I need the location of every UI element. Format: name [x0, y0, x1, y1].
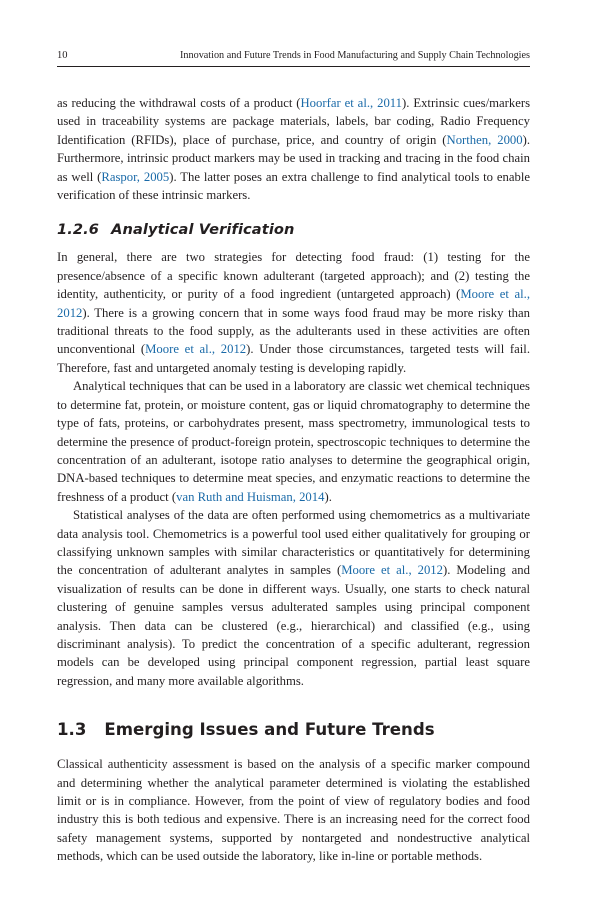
citation-link[interactable]: Moore et al., 2012 [341, 563, 443, 578]
paragraph-authenticity-assessment: Classical authenticity assessment is based on the analysis of a specific marker compound and determining whether the analytical parameter determined is violating the established limit or is in compliance. However, from the point of view of regulatory bodies and food industry this is both tedious and expensive. There is an increasing need for the correct food safety management systems, supported by nontargeted and nondestructive analytical methods, which can be used outside the laboratory, like in-line or portable methods. [57, 757, 530, 864]
citation-link[interactable]: Hoorfar et al., 2011 [300, 96, 403, 110]
section-title: Emerging Issues and Future Trends [104, 720, 435, 740]
running-header [57, 50, 530, 67]
running-title: Innovation and Future Trends in Food Manufacturing and Supply Chain Technologies [180, 50, 530, 61]
citation-link[interactable]: Raspor, 2005 [101, 169, 170, 184]
paragraph-traceability: as reducing the withdrawal costs of a product (Hoorfar et al., 2011). Extrinsic cues/markers used in traceability systems are package materials, labels, bar coding, Radio Frequency Identification (RFIDs), place of purchase, price, and country of origin (Northen, 2000). Furthermore, intrinsic product markers may be used in tracking and tracing in the food chain as well (Raspor, 2005). The latter poses an extra challenge to find analytical tools to enable verification of these intrinsic markers. [57, 96, 531, 203]
paragraph-chemometrics: Statistical analyses of the data are often performed using chemometrics as a multivariate data analysis tool. Chemometrics is a powerful tool used either qualitatively for grouping or classifying unknown samples with similar characteristics or quantitatively for determining the concentration of adulterant analytes in samples (Moore et al., 2012). Modeling and visualization of results can be done in different ways. Usually, one starts to check natural clustering of genuine samples versus adulterated samples using principal component analysis. Then data can be clustered (e.g., hierarchical) and classified (e.g., using discriminant analysis). To predict the concentration of a specific adulterant, regression models can be developed using principal component regression, partial least square regression, and many more available algorithms. [57, 508, 530, 688]
section-heading-analytical-verification [57, 221, 530, 238]
citation-link[interactable]: Moore et al., 2012 [145, 342, 247, 357]
section-number: 1.3 [57, 720, 87, 740]
citation-link[interactable]: van Ruth and Huisman, 2014 [176, 489, 325, 504]
citation-link[interactable]: Northen, 2000 [446, 132, 523, 147]
section-heading-emerging-issues [57, 720, 530, 739]
section-number: 1.2.6 [57, 221, 100, 239]
page-number: 10 [57, 50, 68, 61]
page [57, 50, 530, 866]
citation-link[interactable]: Moore et al., 2012 [57, 287, 530, 320]
section-title: Analytical Verification [111, 221, 295, 239]
paragraph-strategies: In general, there are two strategies for detecting food fraud: (1) testing for the presence/absence of a specific known adulterant (targeted approach); and (2) testing the identity, authenticity, or purity of a food ingredient (untargeted approach) (Moore et al., 2012). There is a growing concern that in some ways food fraud may be more risky than traditional threats to the food supply, as the adulterants used in these activities are often unconventional (Moore et al., 2012). Under those circumstances, targeted tests will fail. Therefore, fast and untargeted anomaly testing is developing rapidly. [57, 250, 531, 375]
paragraph-analytical-techniques: Analytical techniques that can be used in a laboratory are classic wet chemical techniques to determine fat, protein, or moisture content, gas or liquid chromatography to determine the type of fats, proteins, or carbohydrates present, mass spectrometry, immunological tests to determine the presence of product-foreign protein, spectroscopic techniques to determine the concentration of an adulterant, isotope ratio analyses to determine the geographical origin, DNA-based techniques to determine meat species, and enzymatic reactions to determine the freshness of a product (van Ruth and Huisman, 2014). [57, 379, 530, 504]
